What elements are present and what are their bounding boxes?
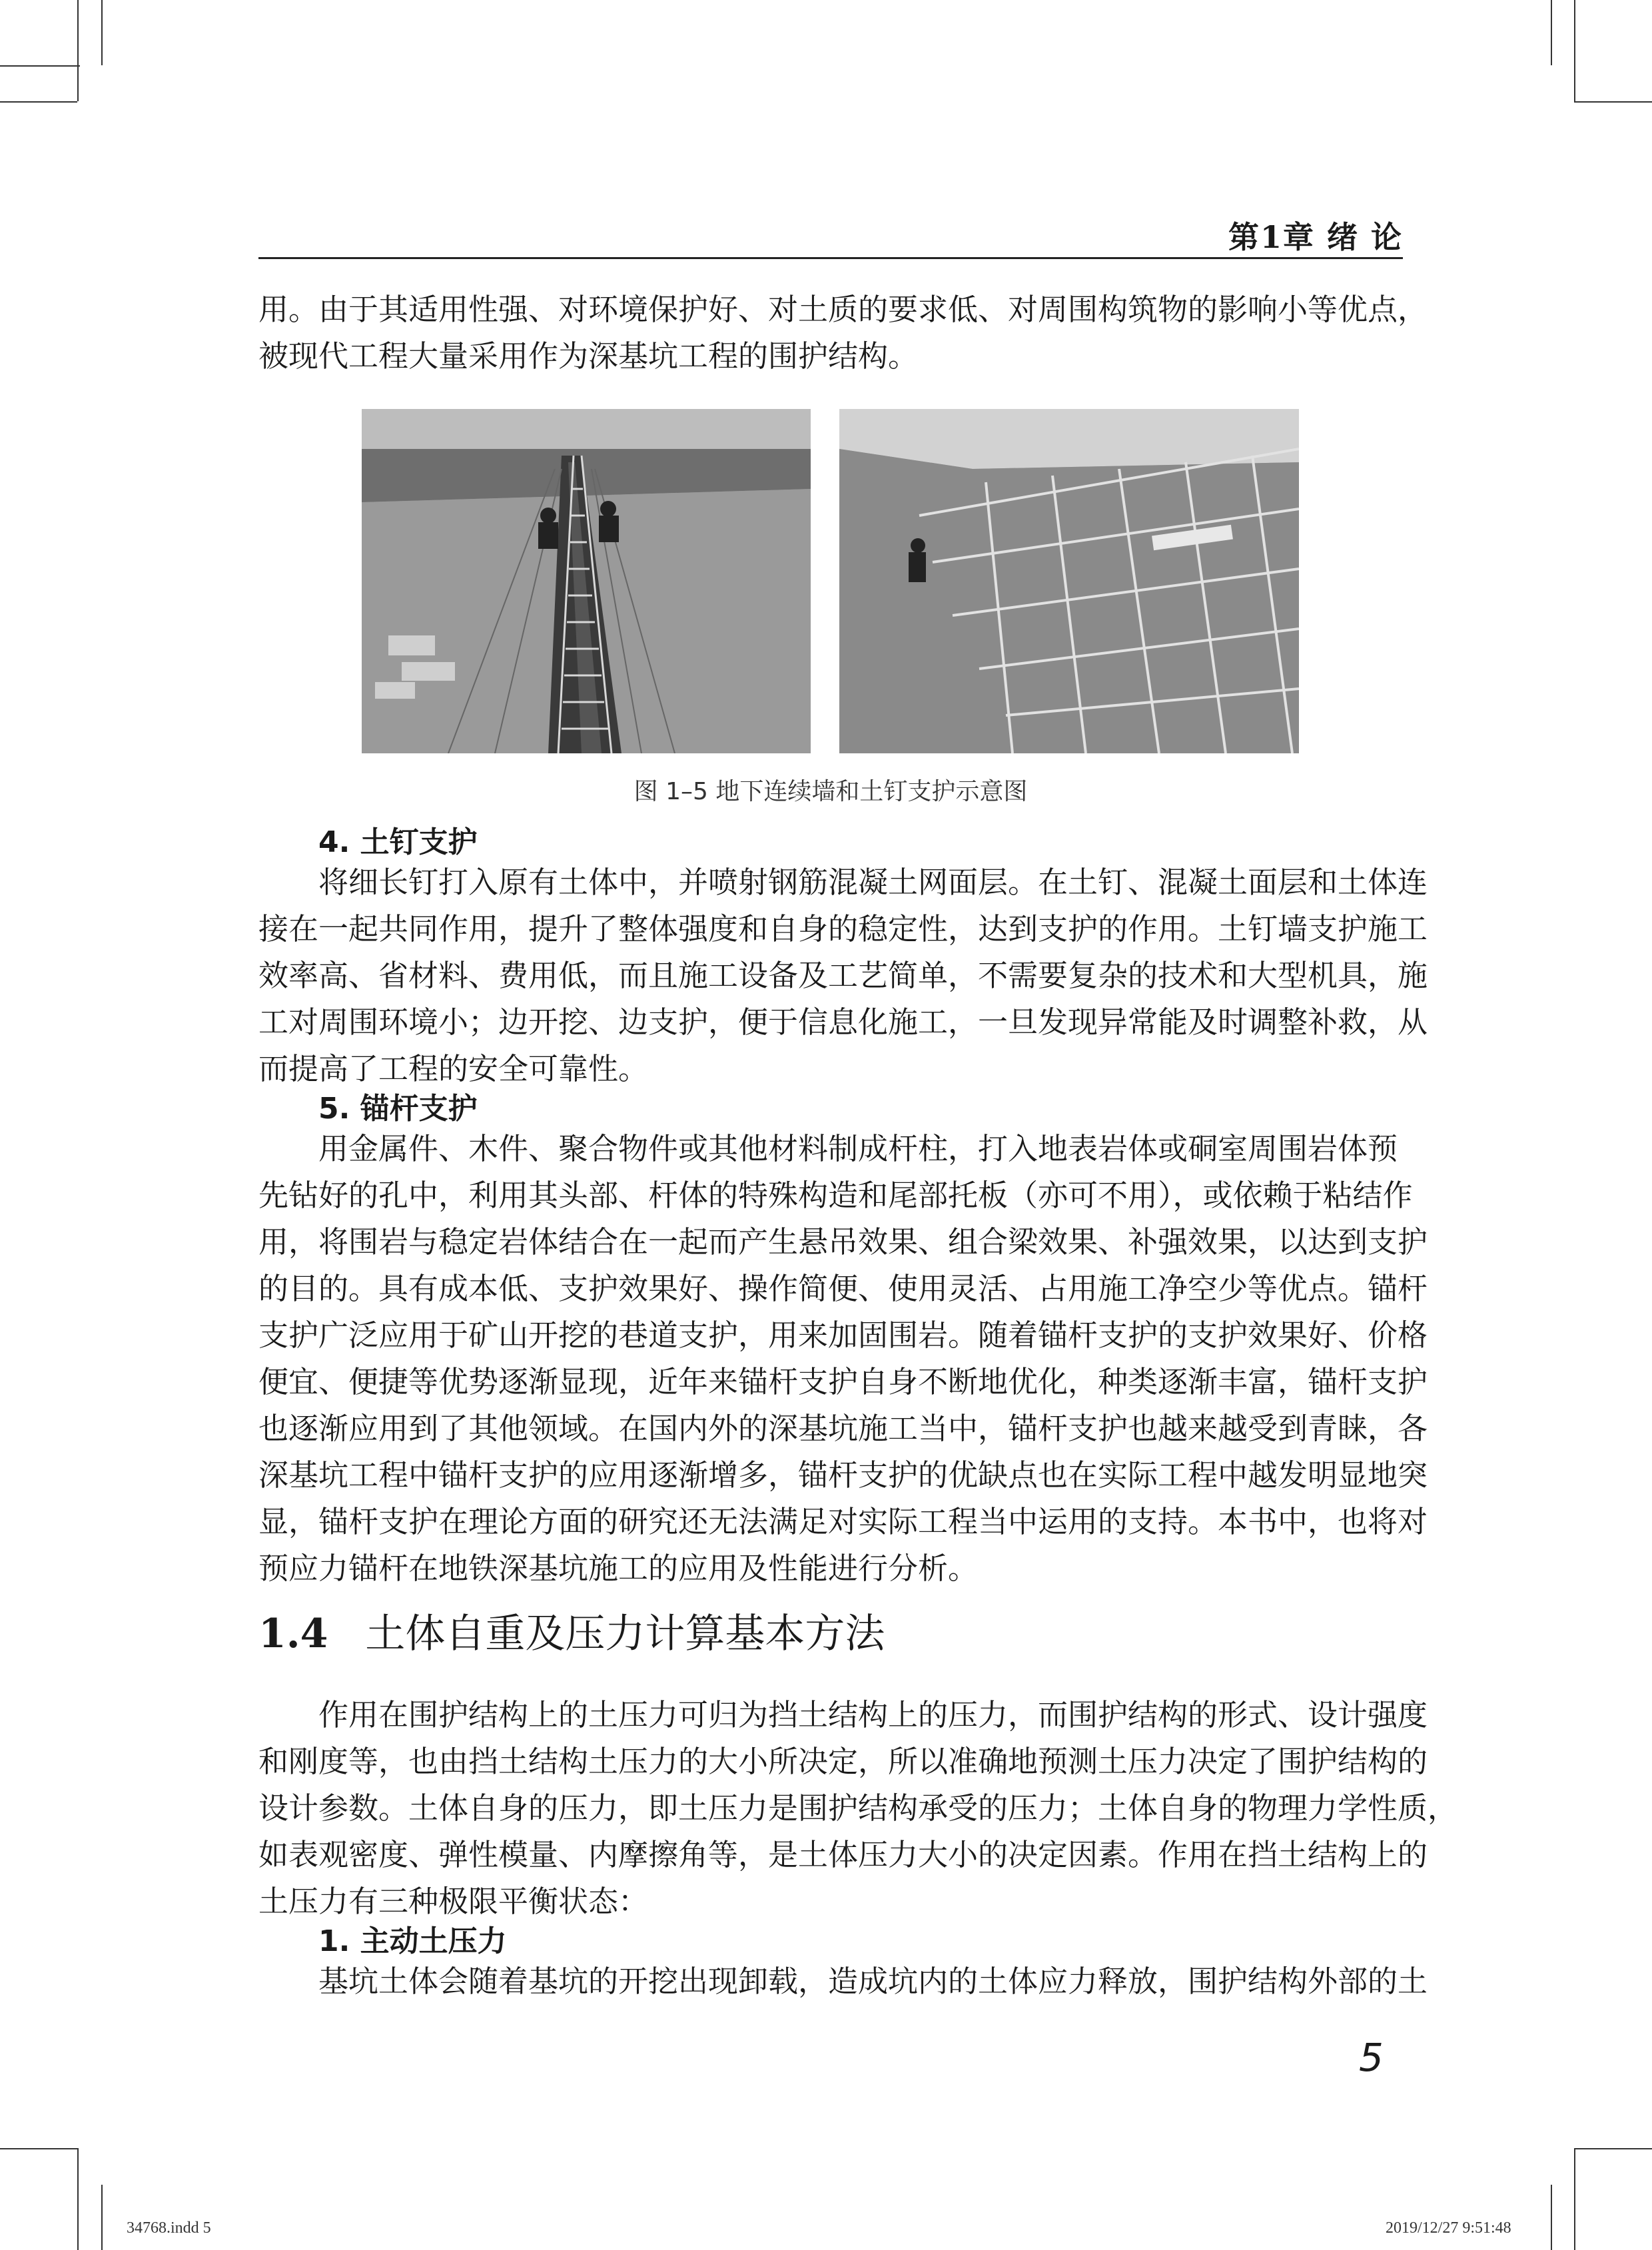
slug-timestamp: 2019/12/27 9:51:48: [1386, 2219, 1511, 2237]
section14-line: 如表观密度、弹性模量、内摩擦角等，是土体压力大小的决定因素。作用在挡土结构上的: [258, 1837, 1428, 1872]
sub1-line: 基坑土体会随着基坑的开挖出现卸载，造成坑内的土体应力释放，围护结构外部的土: [318, 1964, 1428, 1999]
crop-mark-br-v: [1574, 2148, 1575, 2250]
sec5-line: 深基坑工程中锚杆支护的应用逐渐增多，锚杆支护的优缺点也在实际工程中越发明显地突: [258, 1457, 1428, 1493]
sec4-paragraph: [258, 859, 1428, 1092]
sec4-line: 将细长钉打入原有土体中，并喷射钢筋混凝土网面层。在土钉、混凝土面层和土体连: [318, 865, 1428, 900]
sec5-paragraph: [258, 1126, 1428, 1592]
sec5-line: 用，将围岩与稳定岩体结合在一起而产生悬吊效果、组合梁效果、补强效果，以达到支护: [258, 1224, 1428, 1260]
crop-mark-tr-v-inner: [1574, 0, 1575, 101]
sec5-line: 用金属件、木件、聚合物件或其他材料制成杆柱，打入地表岩体或硐室周围岩体预: [318, 1131, 1398, 1166]
page-number: 5: [1359, 2035, 1384, 2080]
sec4-line: 而提高了工程的安全可靠性。: [258, 1051, 649, 1086]
crop-mark-tl-v-inner: [77, 0, 79, 101]
sec5-line: 便宜、便捷等优势逐渐显现，近年来锚杆支护自身不断地优化，种类逐渐丰富，锚杆支护: [258, 1364, 1428, 1399]
crop-mark-bl-v2: [101, 2185, 103, 2250]
sec5-line: 预应力锚杆在地铁深基坑施工的应用及性能进行分析。: [258, 1551, 979, 1586]
intro-paragraph: [258, 286, 1428, 380]
sec4-heading: 4. 土钉支护: [318, 825, 478, 859]
section-title: [258, 1602, 885, 1659]
section14-line: 设计参数。土体自身的压力，即土压力是围护结构承受的压力；土体自身的物理力学性质，: [258, 1790, 1458, 1826]
section14-line: 土压力有三种极限平衡状态：: [258, 1884, 649, 1919]
section14-line: 和刚度等，也由挡土结构土压力的大小所决定，所以准确地预测土压力决定了围护结构的: [258, 1744, 1428, 1779]
section-title-text: 土体自重及压力计算基本方法: [365, 1611, 885, 1657]
crop-mark-br-v2: [1551, 2185, 1552, 2250]
figure-caption: 图 1–5 地下连续墙和土钉支护示意图: [633, 778, 1028, 805]
sec4-line: 效率高、省材料、费用低，而且施工设备及工艺简单，不需要复杂的技术和大型机具，施: [258, 958, 1428, 993]
crop-mark-tr-h: [1574, 101, 1652, 103]
crop-mark-br-h: [1574, 2148, 1652, 2149]
crop-mark-tr-v: [1551, 0, 1552, 65]
soil-nail-photo: [839, 409, 1299, 753]
sec5-heading: 5. 锚杆支护: [318, 1092, 478, 1126]
crop-mark-tl-h: [0, 65, 80, 67]
crop-mark-bl-v: [77, 2148, 79, 2250]
intro-line: 用。由于其适用性强、对环境保护好、对土质的要求低、对周围构筑物的影响小等优点，: [258, 292, 1428, 327]
sec5-line: 显，锚杆支护在理论方面的研究还无法满足对实际工程当中运用的支持。本书中，也将对: [258, 1504, 1428, 1539]
crop-mark-tl-v: [101, 0, 103, 65]
crop-mark-bl-h: [0, 2148, 77, 2149]
intro-line: 被现代工程大量采用作为深基坑工程的围护结构。: [258, 338, 919, 374]
crop-mark-tl-v2: [101, 0, 103, 1]
sub1-heading: 1. 主动土压力: [318, 1924, 507, 1958]
sec4-line: 接在一起共同作用，提升了整体强度和自身的稳定性，达到支护的作用。土钉墙支护施工: [258, 911, 1428, 946]
section14-paragraph: [258, 1692, 1458, 1925]
section14-line: 作用在围护结构上的土压力可归为挡土结构上的压力，而围护结构的形式、设计强度: [318, 1697, 1428, 1732]
sec4-line: 工对周围环境小；边开挖、边支护，便于信息化施工，一旦发现异常能及时调整补救，从: [258, 1004, 1428, 1040]
sec5-line: 也逐渐应用到了其他领域。在国内外的深基坑施工当中，锚杆支护也越来越受到青睐，各: [258, 1411, 1428, 1446]
running-header: 第1章 绪 论: [1228, 219, 1403, 255]
sec5-line: 的目的。具有成本低、支护效果好、操作简便、使用灵活、占用施工净空少等优点。锚杆: [258, 1271, 1428, 1306]
section-number: 1.4: [258, 1611, 328, 1657]
diaphragm-wall-photo: [362, 409, 811, 753]
sub1-paragraph: [258, 1958, 1428, 2005]
sec5-line: 支护广泛应用于矿山开挖的巷道支护，用来加固围岩。随着锚杆支护的支护效果好、价格: [258, 1317, 1428, 1353]
sec5-line: 先钻好的孔中，利用其头部、杆体的特殊构造和尾部托板（亦可不用），或依赖于粘结作: [258, 1178, 1413, 1213]
header-rule: [258, 257, 1403, 259]
slug-file: 34768.indd 5: [127, 2219, 211, 2237]
crop-mark-tl-h-inner: [0, 101, 77, 103]
